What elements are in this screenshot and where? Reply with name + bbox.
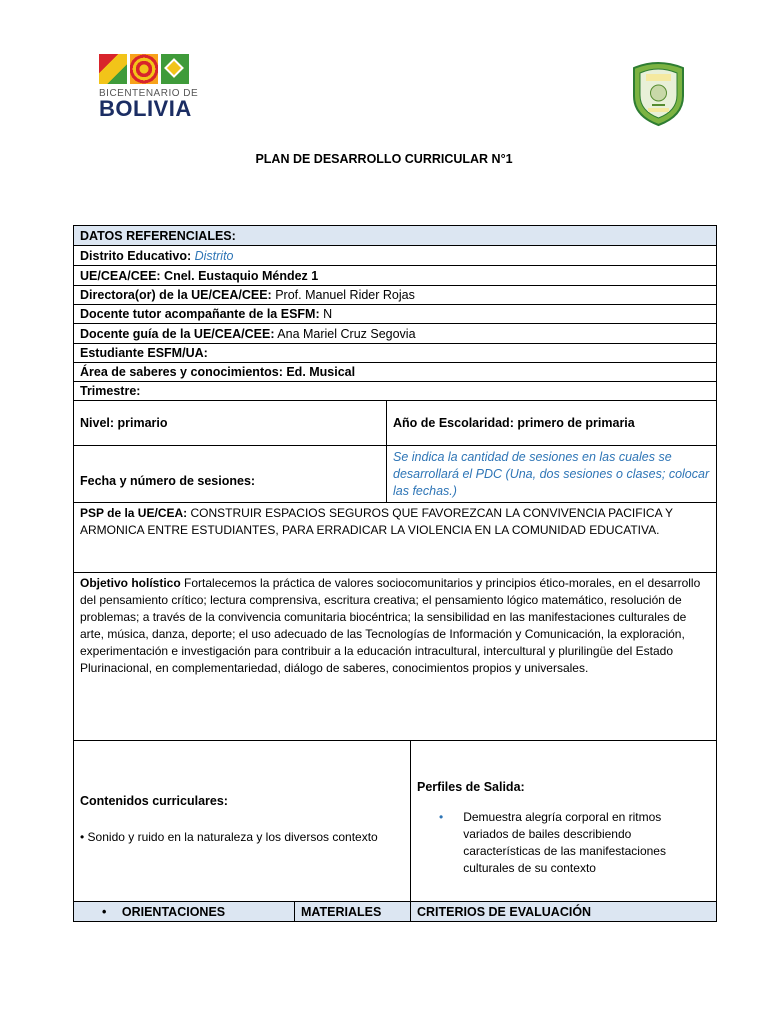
perfiles-cell — [411, 741, 717, 902]
fecha-value-cell: Se indica la cantidad de sesiones en las cuales se desarrollará el PDC (Una, dos sesiones o clases; colocar las fechas.) — [387, 446, 717, 503]
psp-row: PSP de la UE/CEA: CONSTRUIR ESPACIOS SEGUROS QUE FAVOREZCAN LA CONVIVENCIA PACIFICA Y ARMONICA ENTRE ESTUDIANTES, PARA ERRADICAR LA VIOLENCIA EN LA COMUNIDAD EDUCATIVA. — [74, 503, 717, 573]
bullet-icon: • — [102, 904, 107, 919]
col-criterios: CRITERIOS DE EVALUACIÓN — [411, 902, 717, 922]
logo-subtitle: BICENTENARIO DE — [99, 88, 199, 99]
bullet-icon: • — [80, 830, 85, 844]
area-row: Área de saberes y conocimientos: Ed. Musical — [74, 363, 717, 382]
ue-row: UE/CEA/CEE: Cnel. Eustaquio Méndez 1 — [74, 266, 717, 286]
anio-cell: Año de Escolaridad: primero de primaria — [387, 401, 717, 446]
nivel-cell: Nivel: primario — [74, 401, 387, 446]
logo-title: BOLIVIA — [99, 96, 192, 121]
distrito-value: Distrito — [194, 248, 234, 263]
perfiles-label: Perfiles de Salida: — [417, 780, 525, 794]
distrito-row: Distrito Educativo: Distrito — [74, 246, 717, 266]
tutor-row: Docente tutor acompañante de la ESFM: N — [74, 305, 717, 324]
datos-heading: DATOS REFERENCIALES: — [74, 226, 717, 246]
col-materiales: MATERIALES — [295, 902, 411, 922]
contenidos-label: Contenidos curriculares: — [80, 794, 228, 808]
contenidos-item: • Sonido y ruido en la naturaleza y los diversos contexto — [80, 830, 378, 844]
fecha-label-cell: Fecha y número de sesiones: — [74, 446, 387, 503]
trimestre-row: Trimestre: — [74, 382, 717, 401]
diamond-pattern-icon — [161, 54, 189, 84]
guia-row: Docente guía de la UE/CEA/CEE: Ana Mariel Cruz Segovia — [74, 324, 717, 344]
bullet-icon: • — [439, 810, 444, 824]
contenidos-cell — [74, 741, 411, 902]
directora-row: Directora(or) de la UE/CEA/CEE: Prof. Manuel Rider Rojas — [74, 286, 717, 305]
school-crest-icon — [630, 60, 687, 127]
spiral-sun-icon — [130, 54, 158, 84]
bicentenario-logo — [99, 54, 203, 126]
flag-pattern-icon — [99, 54, 127, 84]
perfiles-item: • Demuestra alegría corporal en ritmos variados de bailes describiendo características de las manifestaciones culturales de su contexto — [439, 810, 666, 875]
estudiante-row: Estudiante ESFM/UA: — [74, 344, 717, 363]
col-orientaciones: • ORIENTACIONES — [74, 902, 295, 922]
curricular-plan-table — [73, 225, 717, 922]
document-title: PLAN DE DESARROLLO CURRICULAR N°1 — [255, 152, 513, 166]
objetivo-row: Objetivo holístico Fortalecemos la práctica de valores sociocomunitarios y principios ético-morales, en el desarrollo del pensamiento crítico; lectura comprensiva, escritura creativa; el pensamiento lógico matemático, resolución de problemas; a través de la convivencia comunitaria biocéntrica; la sensibilidad en las manifestaciones culturales de arte, música, danza, deporte; el uso adecuado de las Tecnologías de Información y Comunicación, la exploración, experimentación e investigación para contribuir a la educación intracultural, intercultural y plurilingüe del Estado Plurinacional, en complementariedad, diálogo de saberes, conocimientos propios y universales. — [74, 573, 717, 741]
